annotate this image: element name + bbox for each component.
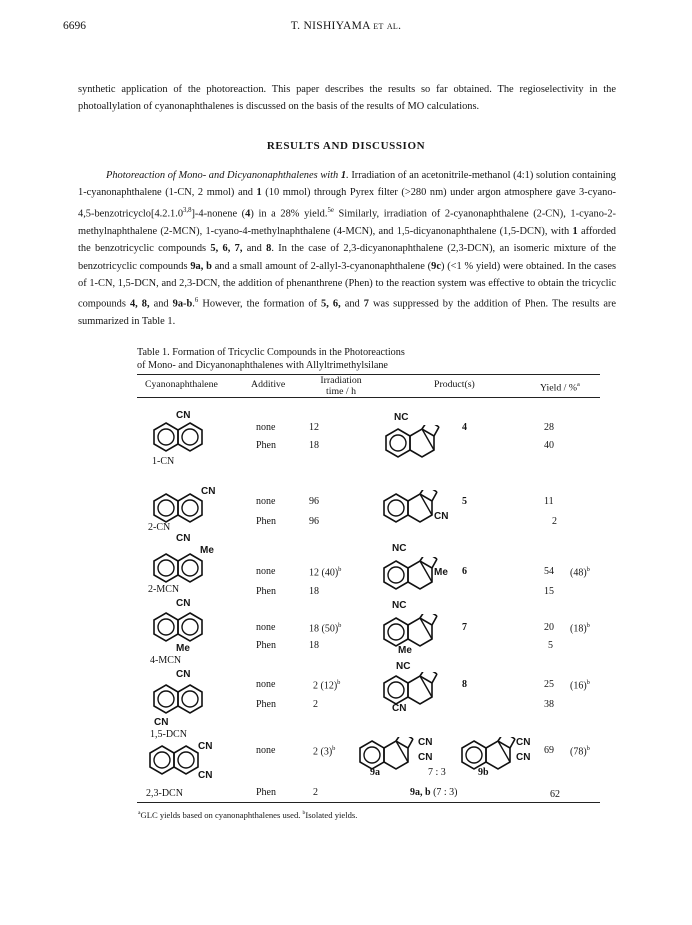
yield-cell: 38 [544, 699, 554, 710]
structure-product-8 [380, 672, 442, 706]
substituent-label-me: Me [200, 545, 214, 556]
additive-cell: Phen [256, 640, 276, 651]
substituent-label: CN [198, 741, 213, 752]
product-substituent: NC [394, 412, 409, 423]
product-9a-label: 9a [370, 767, 380, 778]
compound-name: 2,3-DCN [146, 788, 183, 799]
yield-isolated: $(48)^b$ [570, 566, 590, 579]
structure-4-mcn [150, 612, 206, 642]
additive-cell: Phen [256, 699, 276, 710]
product-9b-label: 9b [478, 767, 489, 778]
col-header-yield: Yield / %$^a$ [540, 381, 580, 394]
compound-name: 1,5-DCN [150, 729, 187, 740]
time-cell: 2 $(3)^b$ [313, 745, 336, 758]
yield-cell: 28 [544, 422, 554, 433]
compound-name: 4-MCN [150, 655, 182, 666]
product-substituent: CN [418, 737, 433, 748]
additive-cell: Phen [256, 516, 276, 527]
additive-cell: Phen [256, 440, 276, 451]
table-bottom-rule [137, 802, 600, 803]
compound-name: 2-CN [148, 522, 171, 533]
yield-cell: 40 [544, 440, 554, 451]
structure-1-cn [150, 422, 206, 452]
time-cell: 12 $(40)^b$ [309, 566, 342, 579]
table-footnote: $^a$GLC yields based on cyanonaphthalenes used. $^b$Isolated yields. [138, 810, 358, 820]
product-substituent: NC [392, 600, 407, 611]
product-substituent: NC [392, 543, 407, 554]
substituent-label-cn: CN [198, 770, 213, 781]
yield-cell: 69 [544, 745, 554, 756]
substituent-label: CN [176, 533, 191, 544]
paragraph-title: Photoreaction of Mono- and Dicyanonaphthalenes with 1. [106, 170, 349, 181]
yield-cell: 25 [544, 679, 554, 690]
structure-product-5 [380, 490, 442, 524]
product-number: 6 [462, 566, 467, 577]
product-number: 7 [462, 622, 467, 633]
time-cell: 2 [313, 787, 318, 798]
structure-product-6 [380, 557, 442, 591]
structure-15-dcn [150, 684, 206, 714]
substituent-label-cn: CN [154, 717, 169, 728]
table-caption: Table 1. Formation of Tricyclic Compounds in the Photoreactions of Mono- and Dicyanonaphthalenes with Allyltrimethylsilane [137, 347, 405, 371]
time-cell: 96 [309, 516, 319, 527]
additive-cell: none [256, 496, 276, 507]
time-cell: 2 $(12)^b$ [313, 679, 341, 692]
time-cell: 12 [309, 422, 319, 433]
structure-product-9a [356, 737, 418, 771]
table-header-rule [137, 397, 600, 398]
col-header-cyanonaphthalene: Cyanonaphthalene [145, 379, 218, 390]
col-header-additive: Additive [251, 379, 286, 390]
structure-product-4 [382, 425, 444, 459]
structure-2-cn [150, 493, 206, 523]
product-substituent: CN [516, 737, 531, 748]
substituent-label: CN [176, 669, 191, 680]
structure-2-mcn [150, 553, 206, 583]
product-number: 5 [462, 496, 467, 507]
compound-name: 1-CN [152, 456, 175, 467]
product-substituent: CN [434, 511, 449, 522]
product-substituent: NC [396, 661, 411, 672]
intro-paragraph: synthetic application of the photoreaction. This paper describes the results so far obtained. The regioselectivity in the photoallylation of cyanonaphthalenes is discussed on the basis of the results of MO calculations. [78, 84, 616, 113]
product-substituent: CN [516, 752, 531, 763]
page-number: 6696 [63, 20, 86, 32]
additive-cell: none [256, 566, 276, 577]
product-substituent-me: Me [434, 567, 448, 578]
substituent-label: CN [176, 410, 191, 421]
structure-product-7 [380, 614, 442, 648]
time-cell: 18 [309, 640, 319, 651]
product-substituent-me: Me [398, 645, 412, 656]
yield-cell: 5 [548, 640, 553, 651]
yield-isolated: $(16)^b$ [570, 679, 590, 692]
section-title: RESULTS AND DISCUSSION [266, 140, 426, 152]
substituent-label: CN [176, 598, 191, 609]
additive-cell: none [256, 679, 276, 690]
product-substituent-cn: CN [392, 703, 407, 714]
product-ratio: 7 : 3 [428, 767, 446, 778]
additive-cell: none [256, 422, 276, 433]
col-header-products: Product(s) [434, 379, 475, 390]
substituent-label-me: Me [176, 643, 190, 654]
yield-cell: 54 [544, 566, 554, 577]
running-head: T. NISHIYAMA et al. [290, 20, 402, 32]
product-number: 4 [462, 422, 467, 433]
additive-cell: none [256, 622, 276, 633]
time-cell: 2 [313, 699, 318, 710]
structure-product-9b [458, 737, 520, 771]
product-phen: 9a, b (7 : 3) [410, 787, 458, 798]
substituent-label: CN [201, 486, 216, 497]
yield-isolated: $(78)^b$ [570, 745, 590, 758]
time-cell: 18 [309, 440, 319, 451]
body-paragraph: Photoreaction of Mono- and Dicyanonaphthalenes with 1. Irradiation of an acetonitrile-methanol (4:1) solution containing 1-cyanonaphthalene (1-CN, 2 mmol) and 1 (10 mmol) through Pyrex filter (>280 nm) under argon atmosphere gave 3-cyano-4,5-benzotricyclo[4.2.1.0$^{3,8}$]-4-nonene (4) in a 28% yield.$^{5e}$ Similarly, irradiation of 2-cyanonaphthalene (2-CN), 1-cyano-2-methylnaphthalene (2-MCN), 1-cyano-4-methylnaphthalene (4-MCN), and 1,5-dicyanonaphthalene (1,5-DCN), with 1 afforded the benzotricyclic compounds 5, 6, 7, and 8. In the case of 2,3-dicyanonaphthalene (2,3-DCN), an isomeric mixture of the benzotricyclic compounds 9a, b and a small amount of 2-allyl-3-cyanonaphthalene (9c) (<1 % yield) were obtained. In the cases of 1-CN, 1,5-DCN, and 2,3-DCN, the addition of phenanthrene (Phen) to the reaction system was effective to obtain the tricyclic compounds 4, 8, and 9a-b.$^6$ However, the formation of 5, 6, and 7 was suppressed by the addition of Phen. The results are summarized in Table 1. [78, 170, 617, 328]
time-cell: 96 [309, 496, 319, 507]
col-header-irradiation: Irradiation time / h [320, 375, 362, 397]
yield-isolated: $(18)^b$ [570, 622, 590, 635]
time-cell: 18 $(50)^b$ [309, 622, 342, 635]
product-number: 8 [462, 679, 467, 690]
compound-name: 2-MCN [148, 584, 180, 595]
additive-cell: Phen [256, 586, 276, 597]
additive-cell: Phen [256, 787, 276, 798]
time-cell: 18 [309, 586, 319, 597]
product-substituent: CN [418, 752, 433, 763]
yield-cell: 62 [550, 789, 560, 800]
yield-cell: 20 [544, 622, 554, 633]
additive-cell: none [256, 745, 276, 756]
yield-cell: 11 [544, 496, 554, 507]
structure-23-dcn [146, 745, 202, 775]
yield-cell: 2 [552, 516, 557, 527]
yield-cell: 15 [544, 586, 554, 597]
